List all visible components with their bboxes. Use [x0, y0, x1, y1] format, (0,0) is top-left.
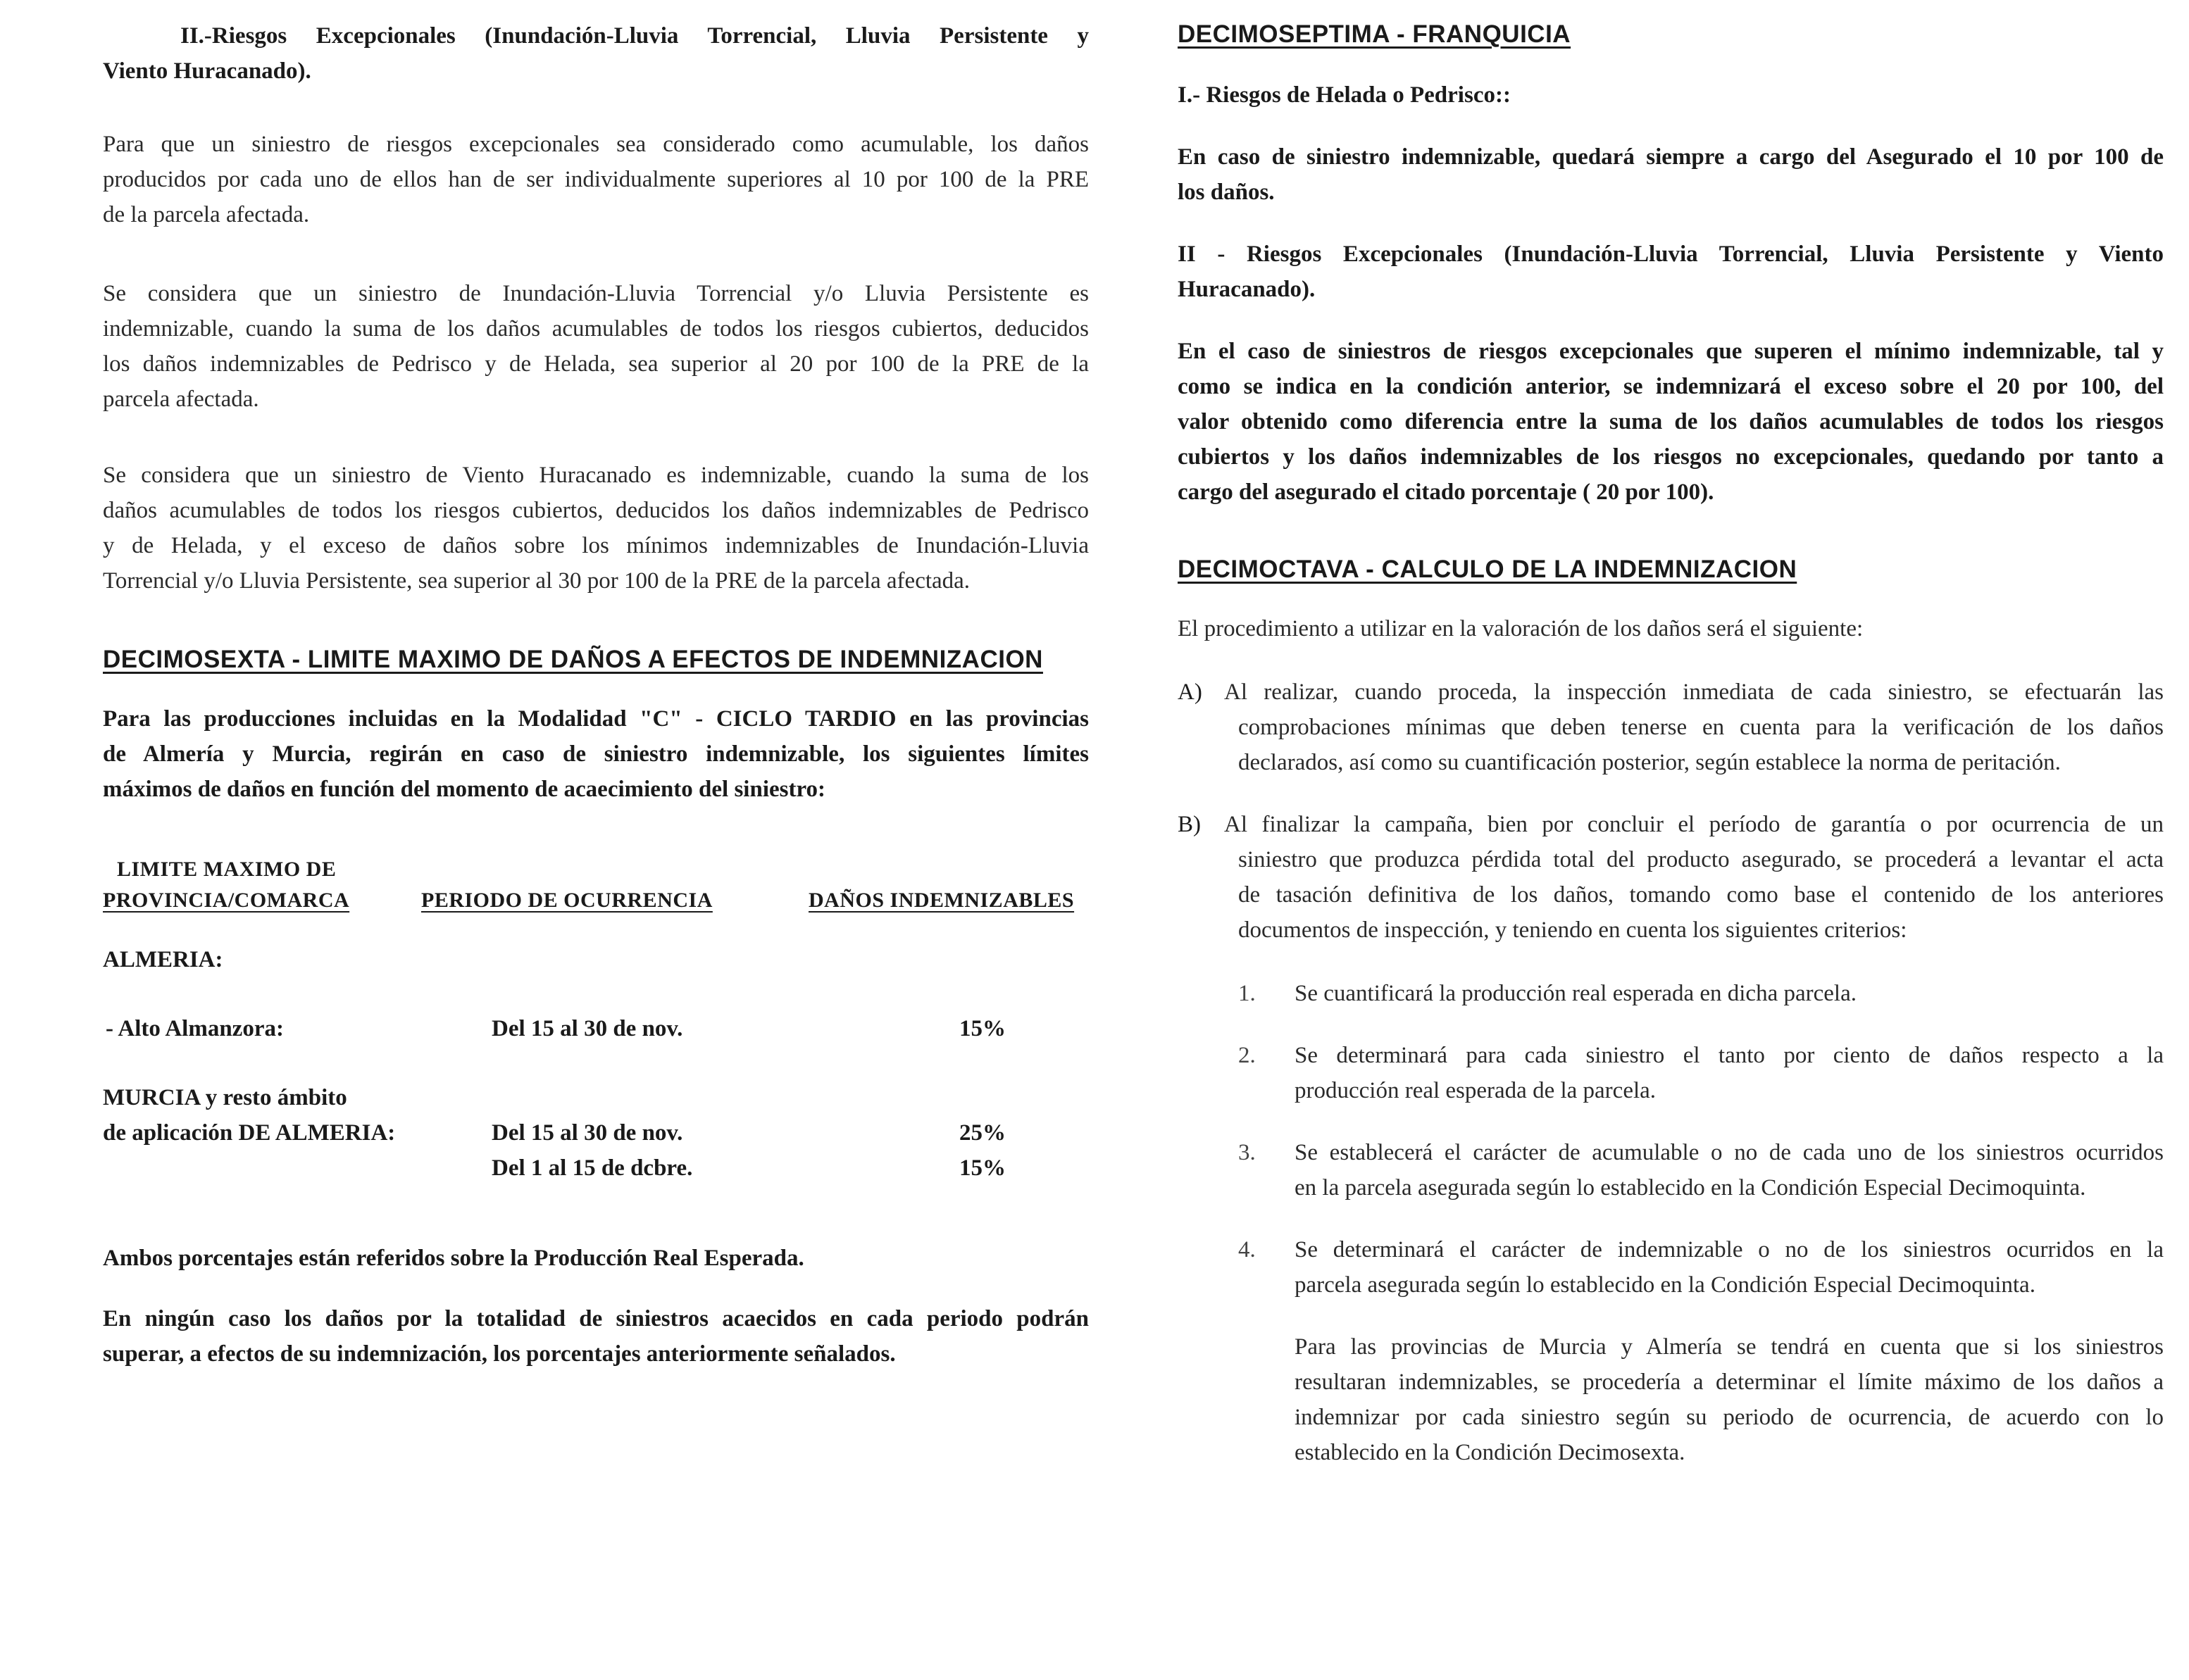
- list-marker: A): [1178, 679, 1202, 705]
- table-group-murcia-line-2: de aplicación DE ALMERIA:: [103, 1120, 396, 1146]
- risk-heading-line-1: II.-Riesgos Excepcionales (Inundación-Lluvia Torrencial, Lluvia Persistente y: [180, 23, 1089, 49]
- text-line: Torrencial y/o Lluvia Persistente, sea superior al 30 por 100 de la PRE de la parcela afectada.: [103, 568, 971, 594]
- text-line: resultaran indemnizables, se procedería a determinar el límite máximo de los daños a: [1295, 1369, 2164, 1395]
- text-line: comprobaciones mínimas que deben tenerse en cuenta para la verificación de los daños: [1238, 715, 2164, 740]
- text-line: de la parcela afectada.: [103, 202, 310, 227]
- text-line: indemnizar por cada siniestro según su periodo de ocurrencia, de acuerdo con lo: [1295, 1405, 2164, 1430]
- text-line: En ningún caso los daños por la totalidad de siniestros acaecidos en cada periodo podrán: [103, 1306, 1089, 1331]
- text-line: Para que un siniestro de riesgos excepcionales sea considerado como acumulable, los daños: [103, 132, 1089, 157]
- paragraph-murcia-almeria: [1295, 1329, 2164, 1470]
- limits-table: [103, 852, 1089, 1190]
- text-line: Se determinará el carácter de indemnizable o no de los siniestros ocurridos en la: [1295, 1237, 2164, 1262]
- list-item-b: [1178, 807, 2164, 948]
- text-line: en la parcela asegurada según lo establecido en la Condición Especial Decimoquinta.: [1295, 1175, 2086, 1201]
- numbered-item-2: [1178, 1038, 2164, 1108]
- text-line: cubiertos y los daños indemnizables de los riesgos no excepcionales, quedando por tanto a: [1178, 444, 2164, 470]
- section-16-title: DECIMOSEXTA - LIMITE MAXIMO DE DAÑOS A EFECTOS DE INDEMNIZACION: [103, 646, 1043, 673]
- subheading-excepcionales: [1178, 237, 2164, 307]
- paragraph-modalidad-c: [103, 701, 1089, 807]
- list-number: 1.: [1238, 981, 1256, 1006]
- paragraph-ambos: Ambos porcentajes están referidos sobre la Producción Real Esperada.: [103, 1246, 804, 1271]
- text-line: parcela asegurada según lo establecido en la Condición Especial Decimoquinta.: [1295, 1272, 2035, 1298]
- list-number: 2.: [1238, 1043, 1256, 1068]
- text-line: como se indica en la condición anterior, se indemnizará el exceso sobre el 20 por 100, del: [1178, 374, 2164, 399]
- text-line: producidos por cada uno de ellos han de ser individualmente superiores al 10 por 100 de la PRE: [103, 167, 1089, 192]
- text-line: En caso de siniestro indemnizable, quedará siempre a cargo del Asegurado el 10 por 100 de: [1178, 144, 2164, 170]
- text-line: Se determinará para cada siniestro el tanto por ciento de daños respecto a la: [1295, 1043, 2164, 1068]
- numbered-item-3: [1178, 1135, 2164, 1205]
- table-header-periodo: PERIODO DE OCURRENCIA: [421, 889, 713, 912]
- list-item-a: [1178, 675, 2164, 780]
- text-line: daños acumulables de todos los riesgos cubiertos, deducidos los daños indemnizables de Pedrisco: [103, 498, 1089, 523]
- numbered-item-4: [1178, 1232, 2164, 1303]
- text-line: los daños indemnizables de Pedrisco y de Helada, sea superior al 20 por 100 de la PRE de la: [103, 351, 1089, 377]
- subheading-helada: I.- Riesgos de Helada o Pedrisco::: [1178, 82, 1511, 108]
- table-header-provincia: PROVINCIA/COMARCA: [103, 889, 350, 912]
- table-group-almeria: ALMERIA:: [103, 947, 223, 972]
- list-marker: B): [1178, 812, 1201, 837]
- table-row-period: Del 1 al 15 de dcbre.: [492, 1155, 693, 1181]
- section-17-title: DECIMOSEPTIMA - FRANQUICIA: [1178, 20, 1571, 48]
- table-header-top: LIMITE MAXIMO DE: [117, 858, 337, 881]
- paragraph-accumulable: [103, 127, 1089, 232]
- text-line: documentos de inspección, y teniendo en cuenta los siguientes criterios:: [1238, 917, 1907, 943]
- section-18-title: DECIMOCTAVA - CALCULO DE LA INDEMNIZACION: [1178, 556, 1797, 583]
- paragraph-inundacion: [103, 276, 1089, 417]
- paragraph-procedimiento: El procedimiento a utilizar en la valoración de los daños será el siguiente:: [1178, 616, 1864, 641]
- text-line: En el caso de siniestros de riesgos excepcionales que superen el mínimo indemnizable, tal y: [1178, 339, 2164, 364]
- table-row-period: Del 15 al 30 de nov.: [492, 1016, 683, 1041]
- text-line: y de Helada, y el exceso de daños sobre los mínimos indemnizables de Inundación-Lluvia: [103, 533, 1089, 558]
- table-row-pct: 15%: [959, 1016, 1006, 1041]
- paragraph-franquicia: [1178, 139, 2164, 210]
- text-line: Huracanado).: [1178, 277, 1316, 302]
- text-line: Se cuantificará la producción real esperada en dicha parcela.: [1295, 981, 1857, 1006]
- paragraph-en-ningun-caso: [103, 1301, 1089, 1372]
- text-line: de tasación definitiva de los daños, tomando como base el contenido de los anteriores: [1238, 882, 2164, 908]
- text-line: establecido en la Condición Decimosexta.: [1295, 1440, 1685, 1465]
- list-number: 4.: [1238, 1237, 1256, 1262]
- text-line: Para las provincias de Murcia y Almería se tendrá en cuenta que si los siniestros: [1295, 1334, 2164, 1360]
- text-line: cargo del asegurado el citado porcentaje ( 20 por 100).: [1178, 479, 1714, 505]
- risk-heading-line-2: Viento Huracanado).: [103, 58, 311, 84]
- table-row-name: - Alto Almanzora:: [106, 1016, 284, 1041]
- text-line: Se establecerá el carácter de acumulable o no de cada uno de los siniestros ocurridos: [1295, 1140, 2164, 1165]
- list-number: 3.: [1238, 1140, 1256, 1165]
- text-line: Al finalizar la campaña, bien por concluir el período de garantía o por ocurrencia de un: [1224, 812, 2164, 837]
- text-line: de Almería y Murcia, regirán en caso de siniestro indemnizable, los siguientes límites: [103, 741, 1089, 767]
- risk-heading: [103, 18, 1089, 89]
- text-line: siniestro que produzca pérdida total del producto asegurado, se procederá a levantar el acta: [1238, 847, 2164, 872]
- text-line: Se considera que un siniestro de Viento Huracanado es indemnizable, cuando la suma de los: [103, 463, 1089, 488]
- text-line: declarados, así como su cuantificación posterior, según establece la norma de peritación.: [1238, 750, 2061, 775]
- text-line: los daños.: [1178, 180, 1275, 205]
- text-line: producción real esperada de la parcela.: [1295, 1078, 1657, 1103]
- paragraph-exceso: [1178, 334, 2164, 510]
- numbered-item-1: [1178, 976, 2164, 1011]
- table-row-pct: 15%: [959, 1155, 1006, 1181]
- table-header-danos: DAÑOS INDEMNIZABLES: [809, 889, 1075, 912]
- text-line: parcela afectada.: [103, 387, 259, 412]
- text-line: máximos de daños en función del momento de acaecimiento del siniestro:: [103, 777, 826, 802]
- text-line: Se considera que un siniestro de Inundación-Lluvia Torrencial y/o Lluvia Persistente es: [103, 281, 1089, 306]
- table-row-period: Del 15 al 30 de nov.: [492, 1120, 683, 1146]
- text-line: superar, a efectos de su indemnización, los porcentajes anteriormente señalados.: [103, 1341, 896, 1367]
- table-group-murcia: MURCIA y resto ámbito: [103, 1085, 347, 1110]
- text-line: II - Riesgos Excepcionales (Inundación-Lluvia Torrencial, Lluvia Persistente y Viento: [1178, 242, 2164, 267]
- paragraph-viento: [103, 458, 1089, 598]
- text-line: indemnizable, cuando la suma de los daños acumulables de todos los riesgos cubiertos, deducidos: [103, 316, 1089, 341]
- table-row-pct: 25%: [959, 1120, 1006, 1146]
- text-line: valor obtenido como diferencia entre la suma de los daños acumulables de todos los riesgos: [1178, 409, 2164, 434]
- text-line: Para las producciones incluidas en la Modalidad "C" - CICLO TARDIO en las provincias: [103, 706, 1089, 732]
- text-line: Al realizar, cuando proceda, la inspección inmediata de cada siniestro, se efectuarán las: [1224, 679, 2164, 705]
